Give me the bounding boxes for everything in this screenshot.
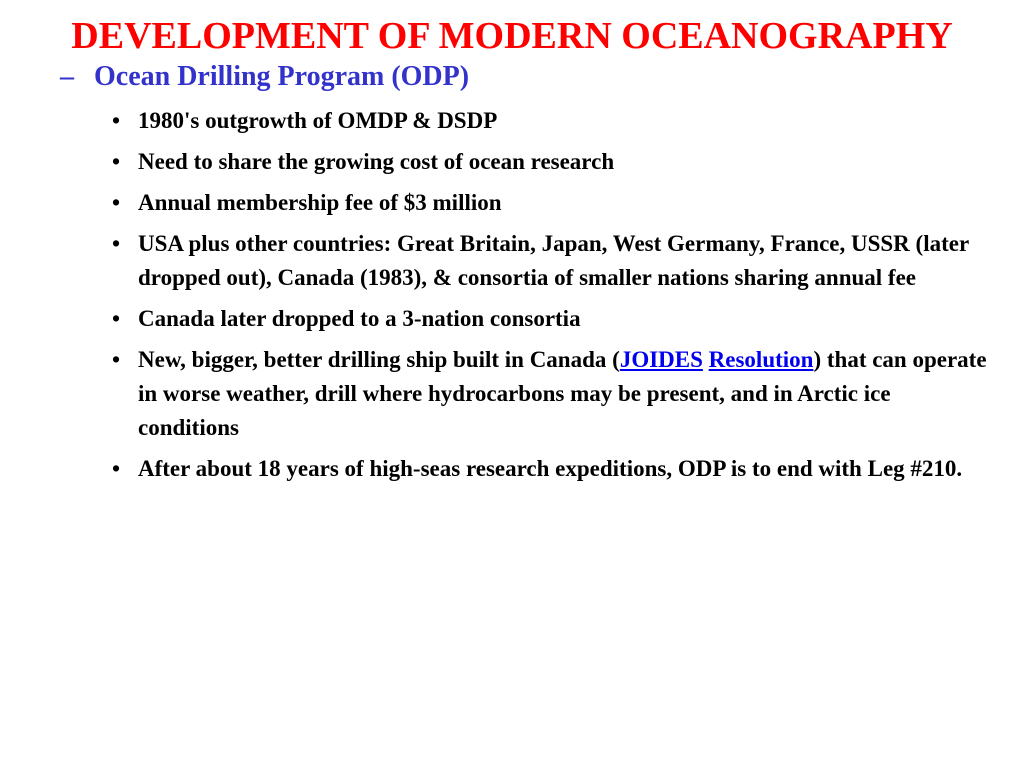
bullet-item xyxy=(112,302,992,336)
bullet-list xyxy=(112,104,992,493)
subheading xyxy=(60,60,469,94)
bullet-glyph: • xyxy=(112,190,121,215)
bullet-text-after: ) that can operate in worse weather, drill where hydrocarbons may be present, and in Arctic ice conditions xyxy=(138,347,987,440)
bullet-text: USA plus other countries: Great Britain, Japan, West Germany, France, USSR (later dropped out), Canada (1983), & consortia of smaller nations sharing annual fee xyxy=(138,231,969,290)
bullet-glyph: • xyxy=(112,149,121,174)
bullet-text: After about 18 years of high-seas research expeditions, ODP is to end with Leg #210. xyxy=(138,456,963,481)
bullet-glyph: • xyxy=(112,456,121,481)
bullet-item xyxy=(112,186,992,220)
bullet-item xyxy=(112,227,992,295)
bullet-item xyxy=(112,145,992,179)
joides-link[interactable]: JOIDES xyxy=(619,347,703,372)
bullet-item xyxy=(112,452,992,486)
bullet-glyph: • xyxy=(112,231,121,256)
subheading-dash: – xyxy=(60,61,74,92)
bullet-text: Annual membership fee of $3 million xyxy=(138,190,502,215)
resolution-link[interactable]: Resolution xyxy=(708,347,814,372)
bullet-glyph: • xyxy=(112,108,121,133)
bullet-item xyxy=(112,104,992,138)
bullet-item xyxy=(112,343,992,445)
subheading-text: Ocean Drilling Program (ODP) xyxy=(94,61,470,92)
bullet-text: Need to share the growing cost of ocean research xyxy=(138,149,615,174)
bullet-text: 1980's outgrowth of OMDP & DSDP xyxy=(138,108,498,133)
bullet-text-before: New, bigger, better drilling ship built in Canada ( xyxy=(138,347,620,372)
bullet-glyph: • xyxy=(112,306,121,331)
bullet-text: Canada later dropped to a 3-nation consortia xyxy=(138,306,581,331)
bullet-glyph: • xyxy=(112,347,121,372)
slide-title: DEVELOPMENT OF MODERN OCEANOGRAPHY xyxy=(71,15,953,57)
